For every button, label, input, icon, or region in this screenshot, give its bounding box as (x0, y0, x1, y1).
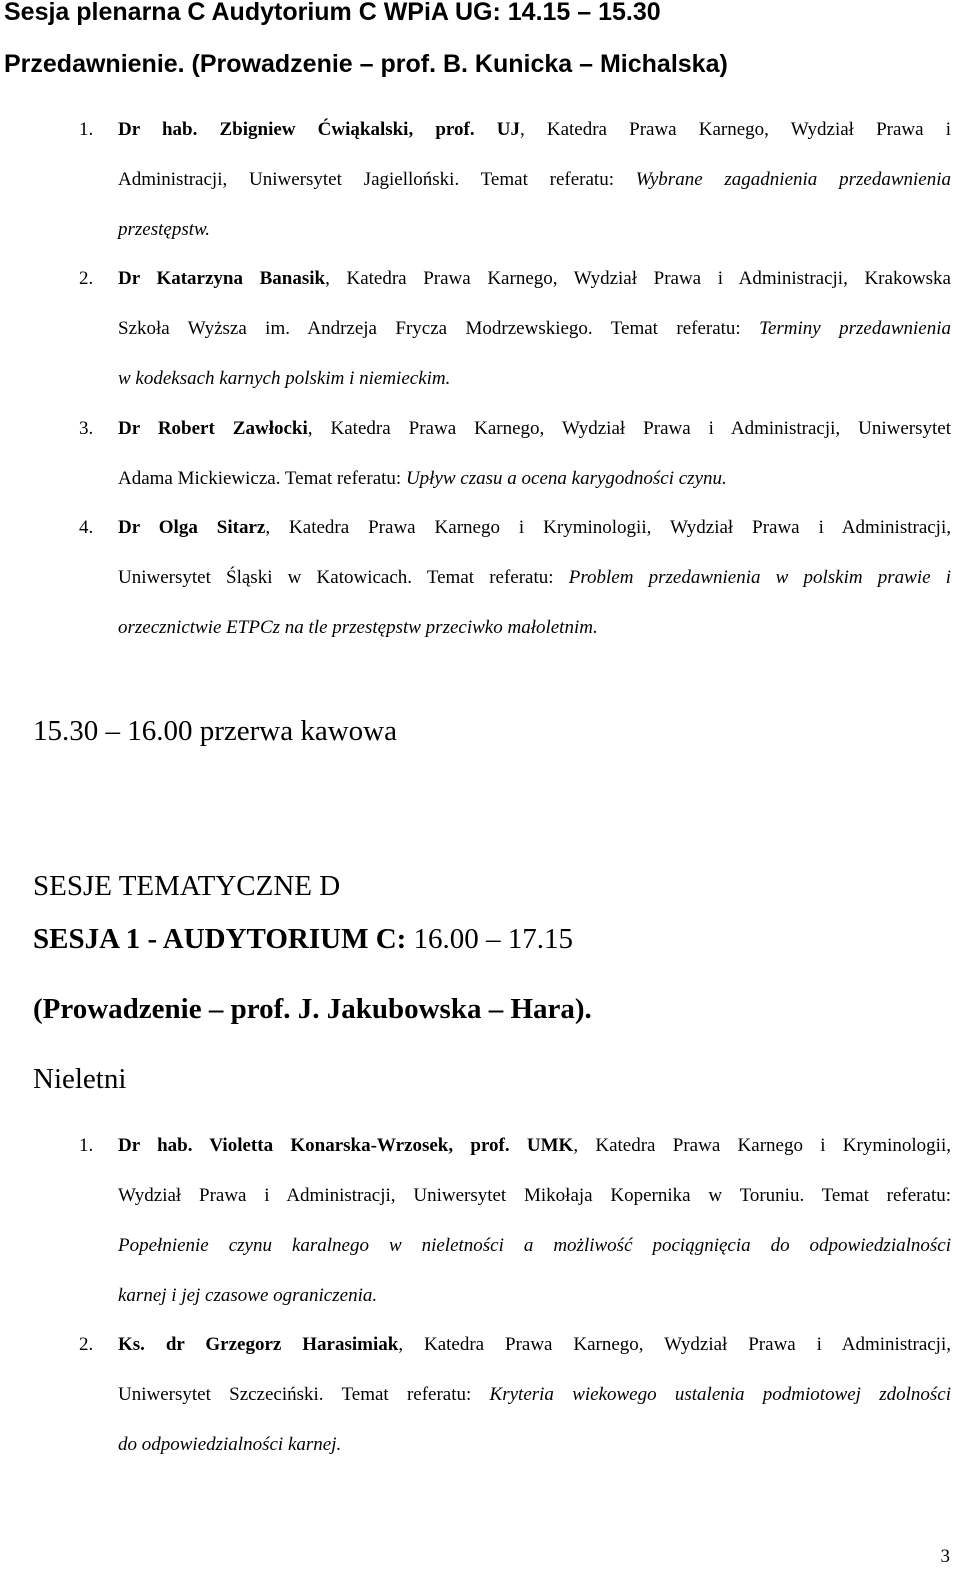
thematic-item-number: 2. (79, 1334, 94, 1355)
plenary-item-number: 2. (79, 268, 94, 289)
session-1-time: 16.00 – 17.15 (413, 923, 574, 955)
plenary-item-line (118, 268, 951, 290)
plenary-item-line (118, 517, 951, 539)
affiliation-text: , Katedra Prawa Karnego, Wydział Prawa i Administracji, (398, 1334, 951, 1355)
page-number: 3 (940, 1546, 950, 1567)
affiliation-text: , Katedra Prawa Karnego i Kryminologii, (573, 1135, 951, 1156)
plenary-item-line (118, 567, 951, 589)
thematic-item-line (118, 1235, 951, 1257)
talk-title: przestępstw. (118, 219, 211, 240)
thematic-item-line (118, 1334, 951, 1356)
talk-title: Upływ czasu a ocena karygodności czynu. (405, 468, 727, 489)
plenary-item-line (118, 368, 951, 390)
affiliation-text: , Katedra Prawa Karnego, Wydział Prawa i Administracji, Uniwersytet (307, 418, 951, 439)
talk-title: Kryteria wiekowego ustalenia podmiotowej zdolności (489, 1384, 952, 1405)
affiliation-text: , Katedra Prawa Karnego i Kryminologii, Wydział Prawa i Administracji, (265, 517, 951, 538)
affiliation-text: Administracji, Uniwersytet Jagielloński. Temat referatu: (118, 169, 636, 190)
affiliation-text: Adama Mickiewicza. Temat referatu: (118, 468, 406, 489)
affiliation-text: , Katedra Prawa Karnego, Wydział Prawa i (519, 119, 952, 140)
coffee-break: 15.30 – 16.00 przerwa kawowa (33, 715, 398, 747)
affiliation-text: Szkoła Wyższa im. Andrzeja Frycza Modrzewskiego. Temat referatu: (118, 318, 760, 339)
session-subtitle: Przedawnienie. (Prowadzenie – prof. B. Kunicka – Michalska) (4, 50, 728, 78)
affiliation-text: Wydział Prawa i Administracji, Uniwersytet Mikołaja Kopernika w Toruniu. Temat referatu: (118, 1185, 951, 1206)
speaker-name: Dr Olga Sitarz (118, 517, 266, 538)
plenary-item-line (118, 318, 951, 340)
session-1-heading (33, 923, 573, 956)
session-1-chair: (Prowadzenie – prof. J. Jakubowska – Hara). (33, 993, 592, 1025)
plenary-item-line (118, 418, 951, 440)
speaker-name: Dr hab. Zbigniew Ćwiąkalski, prof. UJ (118, 119, 520, 140)
talk-title: do odpowiedzialności karnej. (118, 1434, 342, 1455)
session-1-label: SESJA 1 - AUDYTORIUM C: (33, 923, 414, 955)
thematic-item-line (118, 1185, 951, 1207)
thematic-item-line (118, 1434, 951, 1456)
plenary-item-number: 1. (79, 119, 94, 140)
talk-title: Problem przedawnienia w polskim prawie i (568, 567, 951, 588)
speaker-name: Dr Robert Zawłocki (118, 418, 308, 439)
speaker-name: Dr hab. Violetta Konarska-Wrzosek, prof. UMK (118, 1135, 574, 1156)
affiliation-text: , Katedra Prawa Karnego, Wydział Prawa i Administracji, Krakowska (325, 268, 951, 289)
affiliation-text: Uniwersytet Szczeciński. Temat referatu: (118, 1384, 490, 1405)
speaker-name: Dr Katarzyna Banasik (118, 268, 326, 289)
talk-title: orzecznictwie ETPCz na tle przestępstw przeciwko małoletnim. (118, 617, 598, 638)
plenary-item-number: 4. (79, 517, 94, 538)
talk-title: Popełnienie czynu karalnego w nieletności a możliwość pociągnięcia do odpowiedzialności (118, 1235, 951, 1256)
plenary-item-line (118, 219, 951, 241)
session-title: Sesja plenarna C Audytorium C WPiA UG: 14.15 – 15.30 (4, 0, 661, 26)
plenary-item-line (118, 617, 951, 639)
thematic-item-line (118, 1384, 951, 1406)
plenary-item-number: 3. (79, 418, 94, 439)
thematic-item-line (118, 1285, 951, 1307)
speaker-name: Ks. dr Grzegorz Harasimiak (118, 1334, 399, 1355)
thematic-item-line (118, 1135, 951, 1157)
talk-title: Terminy przedawnienia (759, 318, 952, 339)
session-1-topic: Nieletni (33, 1063, 127, 1095)
talk-title: karnej i jej czasowe ograniczenia. (118, 1285, 378, 1306)
thematic-sessions-heading: SESJE TEMATYCZNE D (33, 870, 341, 902)
talk-title: Wybrane zagadnienia przedawnienia (635, 169, 951, 190)
plenary-item-line (118, 169, 951, 191)
affiliation-text: Uniwersytet Śląski w Katowicach. Temat referatu: (118, 567, 569, 588)
plenary-item-line (118, 119, 951, 141)
talk-title: w kodeksach karnych polskim i niemieckim. (118, 368, 451, 389)
plenary-item-line (118, 468, 951, 490)
thematic-item-number: 1. (79, 1135, 94, 1156)
